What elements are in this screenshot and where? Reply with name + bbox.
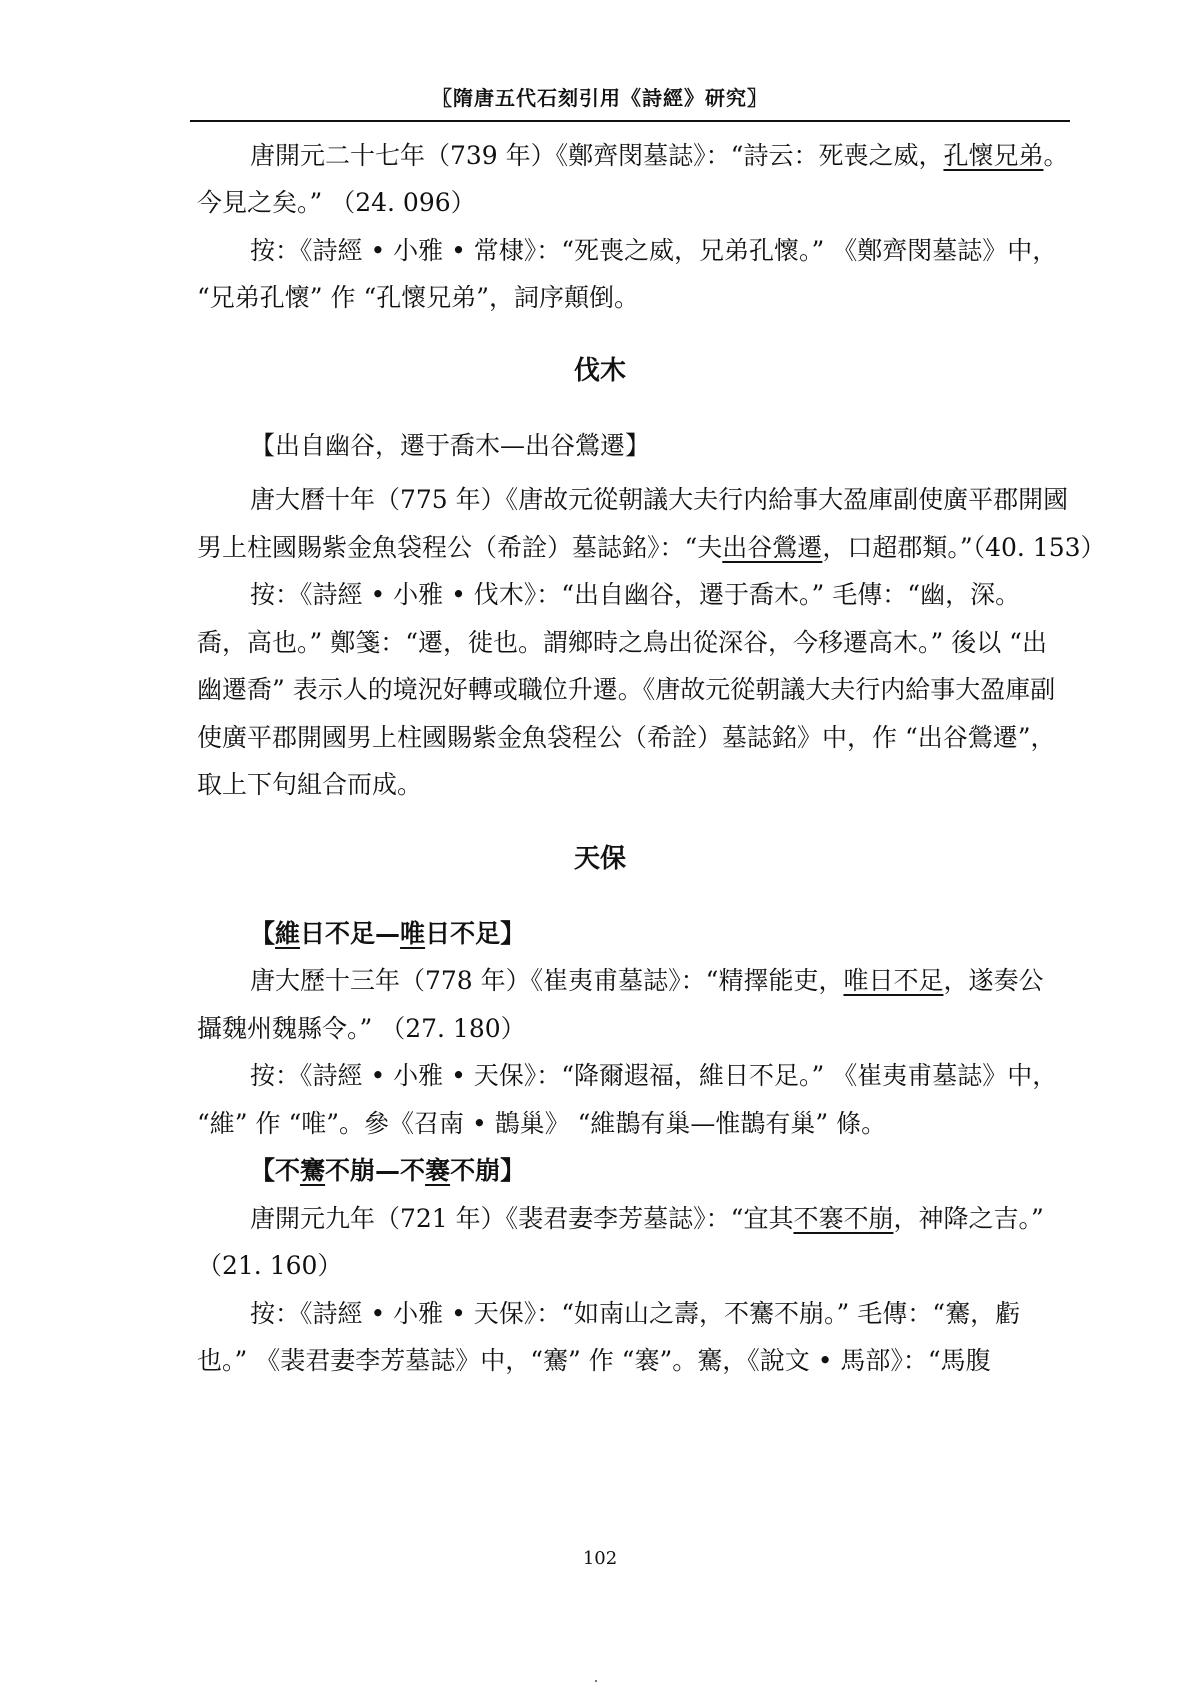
section-title: 天保: [573, 844, 626, 874]
section-title: 伐木: [573, 356, 626, 386]
entry-heading: 【出自幽谷，遷于喬木—出谷鶯遷】: [250, 431, 651, 460]
underlined-text: 騫: [300, 1156, 326, 1185]
text-run: 日不足】: [425, 919, 526, 948]
paragraph-line: 按：《詩經 • 小雅 • 伐木》：“出自幽谷，遷于喬木。” 毛傳：“幽，深。: [250, 580, 1021, 609]
paragraph-line: 按：《詩經 • 小雅 • 天保》：“如南山之壽，不騫不崩。” 毛傳：“騫，虧: [250, 1299, 1021, 1328]
paragraph-line: 按：《詩經 • 小雅 • 常棣》：“死喪之威，兄弟孔懷。” 《鄭齊閔墓誌》中，: [250, 236, 1058, 265]
paragraph-line: 今見之矣。” （24. 096）: [197, 188, 476, 217]
paragraph-line: 使廣平郡開國男上柱國賜紫金魚袋程公（希詮）墓誌銘》中，作 “出谷鶯遷”，: [197, 723, 1056, 752]
underlined-text: 不褰不崩: [793, 1204, 894, 1233]
text-run: 唐大歷十三年（778 年）《崔夷甫墓誌》：“精擇能吏，: [250, 966, 844, 995]
underlined-text: 出谷鶯遷: [722, 533, 823, 562]
text-run: 男上柱國賜紫金魚袋程公（希詮）墓誌銘》：“夫: [197, 533, 723, 562]
scan-speck: [595, 1680, 597, 1682]
paragraph-line: 攝魏州魏縣令。” （27. 180）: [197, 1014, 526, 1043]
paragraph-line: 取上下句組合而成。: [197, 770, 423, 799]
text-run: 日不足—: [300, 919, 401, 948]
running-header: 〖隋唐五代石刻引用《詩經》研究〗: [432, 86, 768, 110]
underlined-text: 唯日不足: [843, 966, 944, 995]
underlined-text: 唯: [400, 919, 426, 948]
paragraph-line: 幽遷喬” 表示人的境況好轉或職位升遷。《唐故元從朝議大夫行内給事大盈庫副: [197, 675, 1056, 704]
underlined-text: 維: [275, 919, 301, 948]
text-run: 不崩—不: [325, 1156, 426, 1185]
paragraph-line: （21. 160）: [197, 1251, 343, 1280]
text-run: 【: [250, 919, 276, 948]
header-rule: [190, 120, 1070, 122]
underlined-text: 孔懷兄弟: [943, 141, 1044, 170]
paragraph-line: “維” 作 “唯”。參《召南 • 鵲巢》 “維鵲有巢—惟鵲有巢” 條。: [197, 1109, 887, 1138]
page-number: 102: [582, 1548, 618, 1569]
text-run: ，口超郡類。”（40. 153）: [822, 533, 1106, 562]
text-run: 。: [1043, 141, 1069, 170]
underlined-text: 褰: [425, 1156, 451, 1185]
entry-heading: [250, 917, 525, 951]
paragraph-line: 按：《詩經 • 小雅 • 天保》：“降爾遐福，維日不足。” 《崔夷甫墓誌》中，: [250, 1061, 1058, 1090]
paragraph-line: 也。” 《裴君妻李芳墓誌》中，“騫” 作 “褰”。騫，《說文 • 馬部》：“馬腹: [197, 1346, 991, 1375]
paragraph-line: “兄弟孔懷” 作 “孔懷兄弟”，詞序顛倒。: [197, 283, 640, 312]
text-run: 唐開元九年（721 年）《裴君妻李芳墓誌》：“宜其: [250, 1204, 794, 1233]
entry-heading: [250, 1154, 525, 1188]
text-run: 不崩】: [450, 1156, 526, 1185]
text-run: 【不: [250, 1156, 301, 1185]
paragraph-line: [250, 1202, 1044, 1236]
text-run: 唐開元二十七年（739 年）《鄭齊閔墓誌》：“詩云：死喪之威，: [250, 141, 944, 170]
paragraph-line: 喬，高也。” 鄭箋：“遷，徙也。謂鄉時之鳥出從深谷，今移遷高木。” 後以 “出: [197, 628, 1047, 657]
paragraph-line: [250, 964, 1043, 998]
text-run: ，遂奏公: [943, 966, 1044, 995]
paragraph-line: 唐大曆十年（775 年）《唐故元從朝議大夫行内給事大盈庫副使廣平郡開國: [250, 485, 1069, 514]
text-run: ，神降之吉。”: [893, 1204, 1044, 1233]
paragraph-line: [197, 531, 1106, 565]
paragraph-line: [250, 139, 1068, 173]
